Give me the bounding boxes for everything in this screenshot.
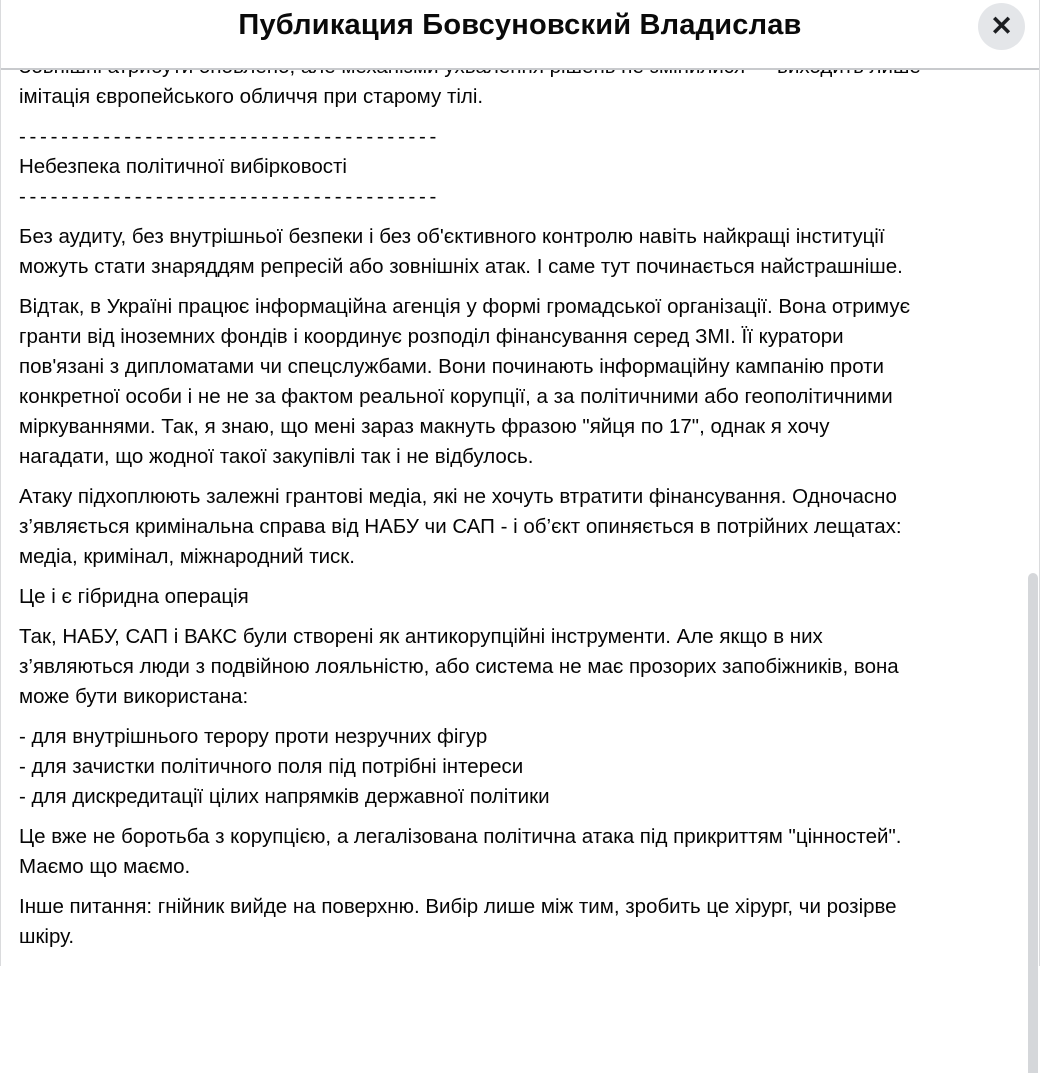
post-line: гранти від іноземних фондів і координує розподіл фінансування серед ЗМІ. Її куратори [19,325,844,348]
post-paragraph [19,582,1021,612]
post-line: з’являються люди з подвійною лояльністю, або система не має прозорих запобіжників, вона [19,655,899,678]
post-paragraph [19,822,1021,882]
post-paragraph [19,222,1021,282]
post-line: - для внутрішнього терору проти незручних фігур [19,725,488,748]
post-line: нагадати, що жодної такої закупівлі так і не відбулось. [19,445,534,468]
dash-divider-line: ---------------------------------------- [19,185,441,208]
post-line: конкретної особи і не не за фактом реальної корупції, а за політичними або геополітичними [19,385,893,408]
post-line: Небезпека політичної вибірковості [19,155,347,178]
post-line: може бути використана: [19,685,249,708]
post-line: шкіру. [19,925,75,948]
post-paragraph [19,482,1021,572]
post-line: - для зачистки політичного поля під потрібні інтереси [19,755,524,778]
post-paragraph [19,622,1021,712]
post-line: з’являється кримінальна справа від НАБУ чи САП - і об’єкт опиняється в потрійних лещатах: [19,515,902,538]
post-content[interactable] [1,72,1039,966]
post-line: - для дискредитації цілих напрямків державної політики [19,785,550,808]
post-line: Це вже не боротьба з корупцією, а легалізована політична атака під прикриттям "цінностей". [19,825,902,848]
post-paragraph [19,892,1021,952]
post-line: пов'язані з дипломатами чи спецслужбами. Вони починають інформаційну кампанію проти [19,355,885,378]
post-line: Маємо що маємо. [19,855,191,878]
post-text [19,52,1021,952]
modal-header [1,0,1039,70]
post-line: Так, НАБУ, САП і ВАКС були створені як антикорупційні інструменти. Але якщо в них [19,625,823,648]
close-icon: ✕ [990,11,1013,41]
scrollbar-thumb[interactable] [1028,573,1038,1073]
post-paragraph [19,292,1021,472]
close-button[interactable] [978,3,1025,50]
post-line: можуть стати знаряддям репресій або зовнішніх атак. І саме тут починається найстрашніше. [19,255,903,278]
post-line: медіа, кримінал, міжнародний тиск. [19,545,355,568]
post-line: Інше питання: гнійник вийде на поверхню. Вибір лише між тим, зробить це хірург, чи розірве [19,895,897,918]
post-line: міркуваннями. Так, я знаю, що мені зараз макнуть фразою "яйця по 17", однак я хочу [19,415,830,438]
modal-title: Публикация Бовсуновский Владислав [238,9,802,41]
post-paragraph [19,722,1021,812]
post-line: Без аудиту, без внутрішньої безпеки і без об'єктивного контролю навіть найкращі інституції [19,225,885,248]
post-line: Відтак, в Україні працює інформаційна агенція у формі громадської організації. Вона отримує [19,295,911,318]
post-line: імітація європейського обличчя при старому тілі. [19,85,484,108]
dash-divider-line: ---------------------------------------- [19,125,441,148]
post-paragraph [19,122,1021,212]
post-line: Це і є гібридна операція [19,585,249,608]
post-line: Атаку підхоплюють залежні грантові медіа, які не хочуть втратити фінансування. Одночасно [19,485,897,508]
